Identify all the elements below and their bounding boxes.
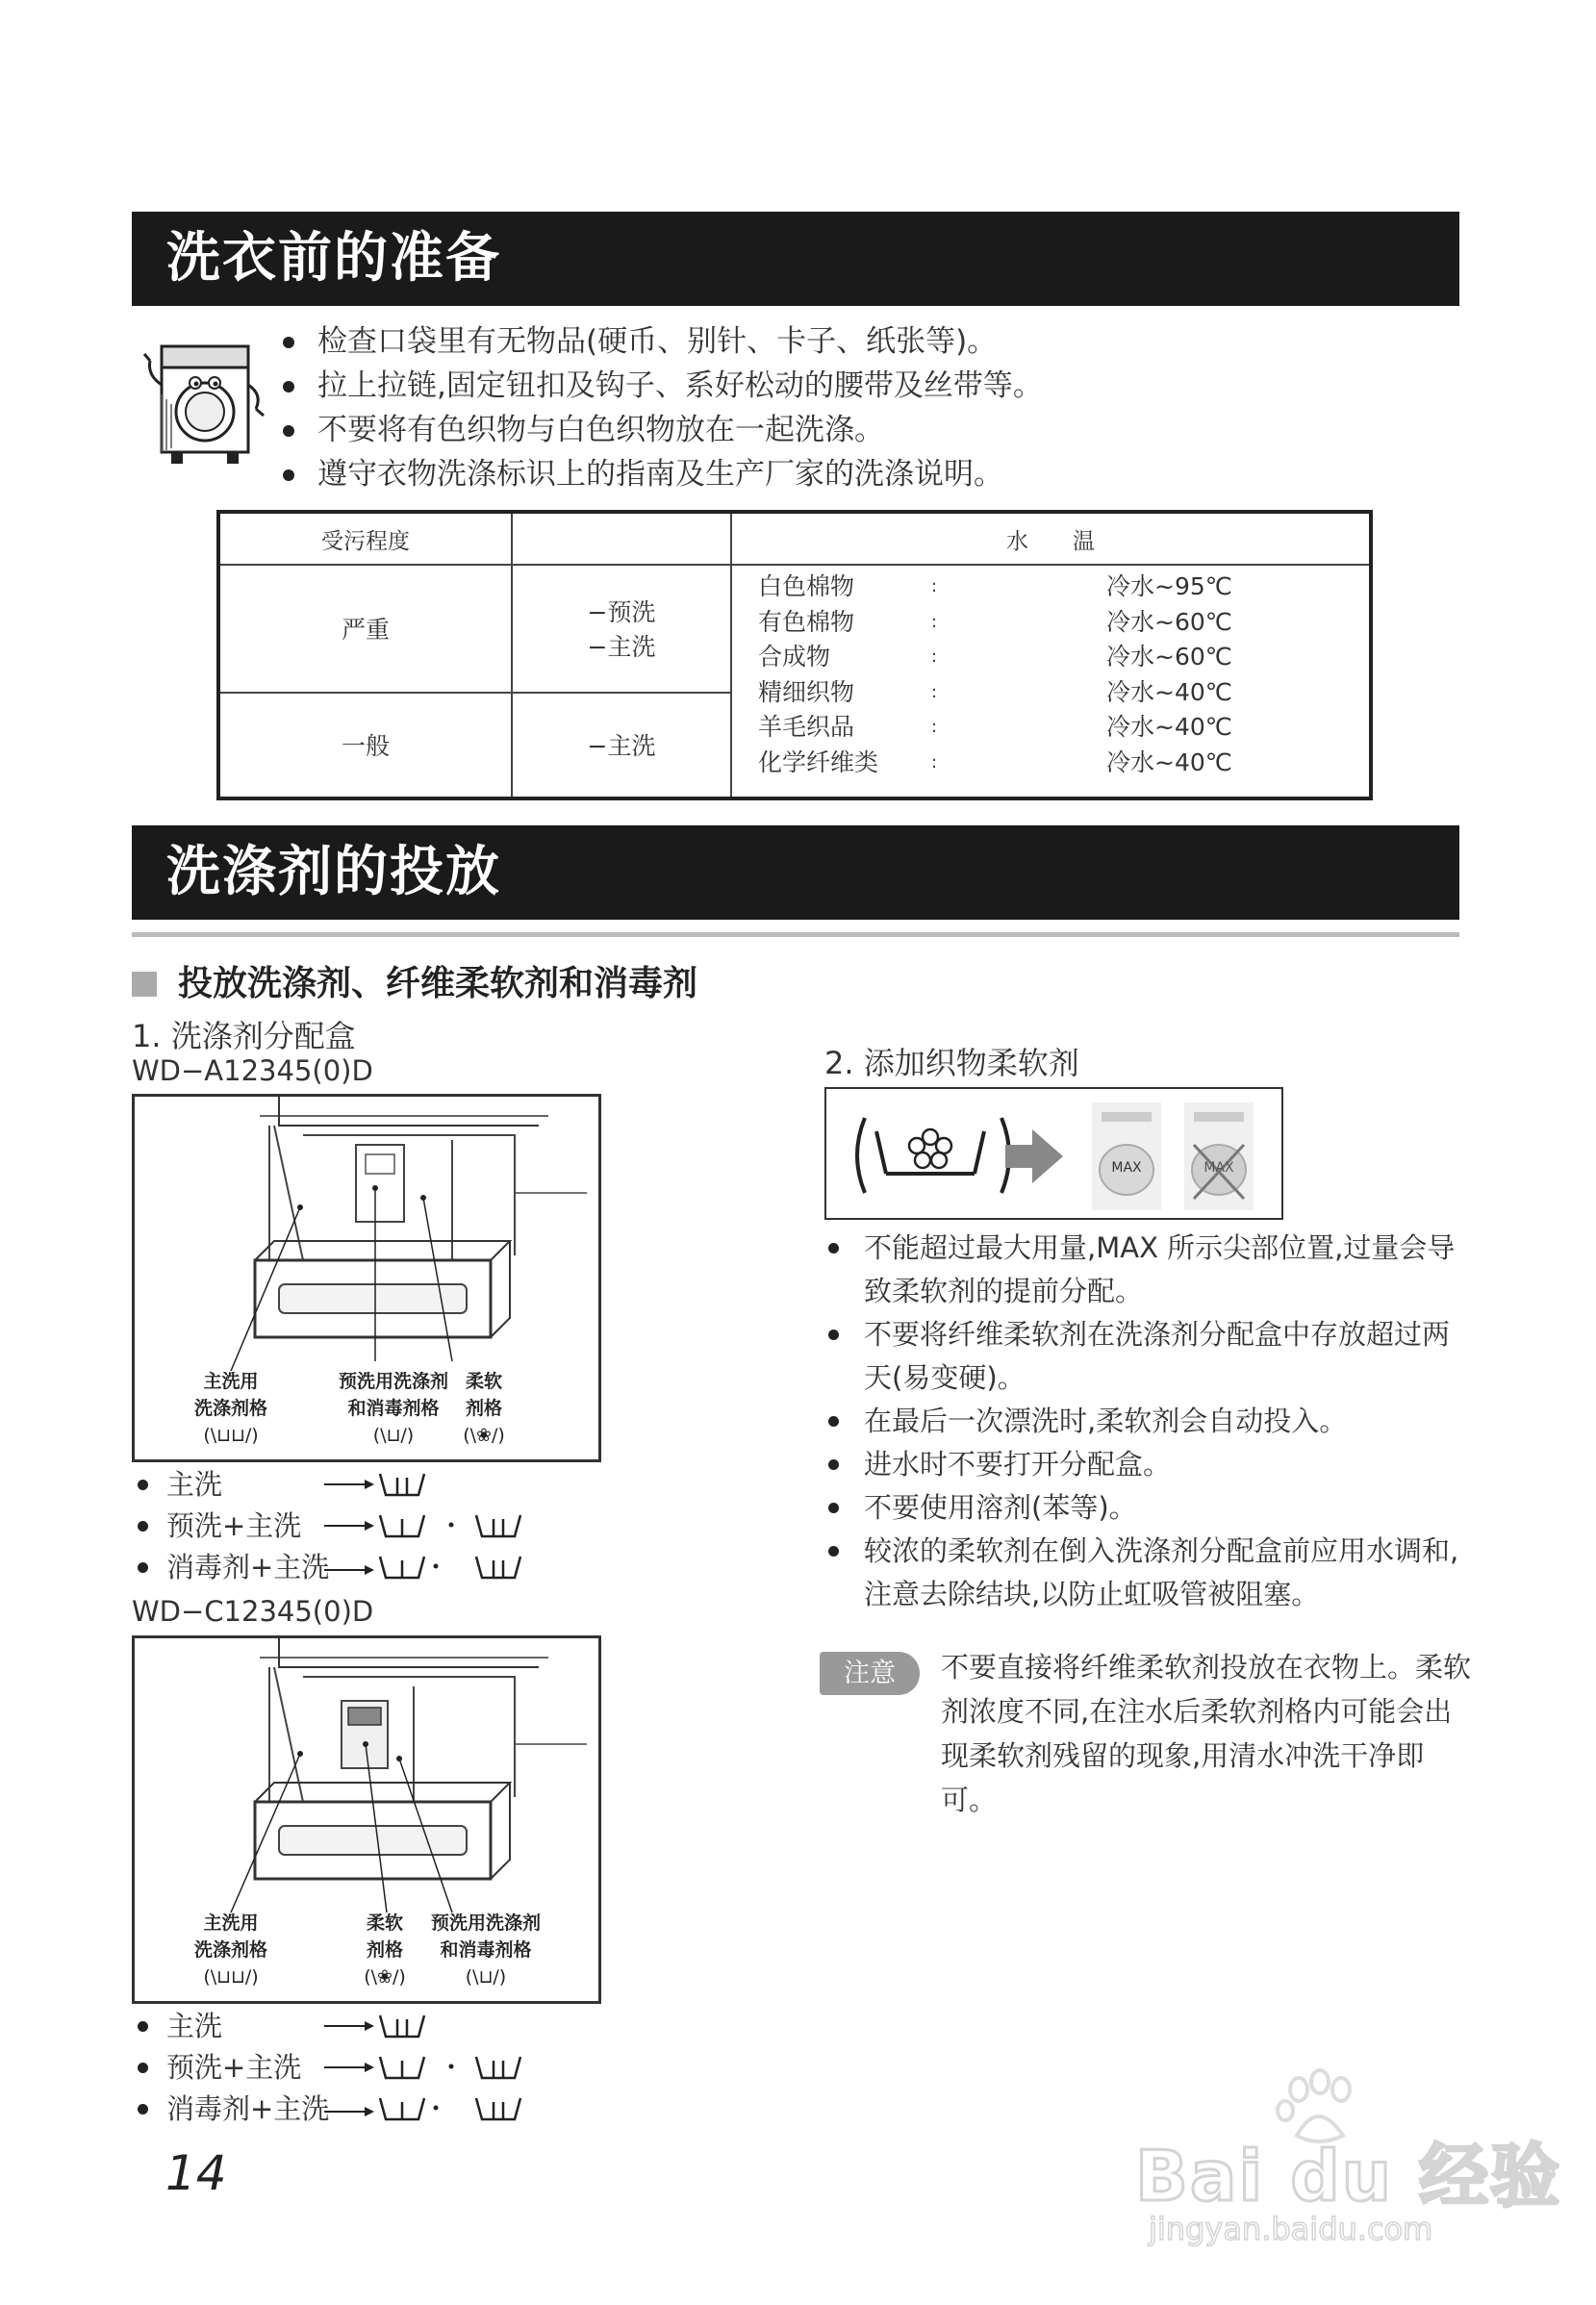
table-row [758, 640, 1258, 675]
watermark-url: jingyan.baidu.com [1149, 2211, 1433, 2247]
arrow-right-icon [1005, 1126, 1073, 1187]
list-item [132, 1464, 329, 1506]
list-item [132, 2089, 329, 2130]
label-symbol: (\⊔⊔/) [203, 1425, 259, 1446]
prep-bullet-list [279, 319, 1043, 496]
label-line: 和消毒剂格 [347, 1398, 440, 1419]
table-header-water-temp: 水 温 [731, 512, 1371, 565]
section-title-detergent: 洗涤剂的投放 [132, 825, 1459, 920]
table-row [758, 746, 1258, 781]
wash-mode-line: −主洗 [587, 633, 656, 662]
soil-level-normal: 一般 [218, 693, 512, 798]
note-badge: 注意 [820, 1652, 920, 1695]
fabric-sep: : [931, 611, 938, 632]
label-line: 洗涤剂格 [193, 1939, 267, 1961]
label-symbol: (\⊔/) [372, 1425, 415, 1446]
dispenser-title: 1. 洗涤剂分配盒 [132, 1018, 356, 1054]
sequence-label: 消毒剂+主洗 [166, 2092, 330, 2125]
prep-bullet: 检查口袋里有无物品(硬币、别针、卡子、纸张等)。 [279, 319, 1043, 364]
list-item: 在最后一次漂洗时,柔软剂会自动投入。 [823, 1400, 1467, 1443]
wash-mode-heavy [512, 565, 731, 692]
fabric-temp: 冷水~60℃ [1106, 643, 1232, 671]
list-item: 不要将纤维柔软剂在洗涤剂分配盒中存放超过两天(易变硬)。 [823, 1313, 1467, 1400]
max-mark-label: MAX [1111, 1160, 1142, 1176]
subheading-text: 投放洗涤剂、纤维柔软剂和消毒剂 [178, 964, 698, 1003]
fabric-name: 羊毛织品 [758, 713, 855, 741]
table-row [758, 710, 1258, 746]
fabric-sep: : [931, 576, 938, 596]
fabric-temp: 冷水~40℃ [1106, 677, 1232, 706]
watermark-brand: Bai du 经验 [1135, 2136, 1562, 2216]
sequence-label: 预洗+主洗 [166, 2051, 302, 2084]
fabric-temperature-list [758, 570, 1258, 780]
label-symbol: (\⊔⊔/) [203, 1966, 259, 1988]
list-item: 进水时不要打开分配盒。 [823, 1443, 1467, 1486]
fabric-temp: 冷水~60℃ [1106, 607, 1232, 636]
softener-max-illustration [824, 1087, 1283, 1220]
fabric-name: 有色棉物 [758, 607, 855, 636]
label-prewash-compartment [423, 1910, 548, 1990]
main-wash-compartment-icon [324, 2008, 497, 2044]
label-line: 洗涤剂格 [193, 1398, 267, 1419]
model-c-label: WD−C12345(0)D [132, 1595, 374, 1628]
softener-compartment-icon [848, 1114, 1021, 1197]
fabric-name: 精细织物 [758, 677, 855, 706]
prewash-main-compartment-icon [324, 2049, 545, 2086]
note-text: 不要直接将纤维柔软剂投放在衣物上。柔软剂浓度不同,在注水后柔软剂格内可能会出现柔软剂残留的现象,用清水冲洗干净即可。 [941, 1651, 1472, 1816]
fabric-sep: : [931, 717, 938, 737]
detergent-subheading [132, 956, 697, 1005]
label-line: 和消毒剂格 [440, 1939, 532, 1961]
soil-level-heavy: 严重 [218, 565, 512, 692]
wash-mode-line: −预洗 [587, 598, 656, 627]
prewash-main-compartment-icon [324, 1507, 545, 1544]
washing-machine-mascot-icon [142, 327, 267, 471]
label-line: 剂格 [465, 1398, 502, 1419]
label-line: 柔软 [366, 1912, 403, 1934]
label-symbol: (\❀/) [463, 1425, 505, 1446]
sequence-label: 主洗 [166, 1468, 223, 1501]
sequence-label: 预洗+主洗 [166, 1509, 302, 1542]
label-line: 柔软 [465, 1371, 502, 1392]
section-title-prep: 洗衣前的准备 [132, 212, 1459, 306]
dispenser-diagram-a [132, 1094, 601, 1462]
label-line: 预洗用洗涤剂 [338, 1371, 448, 1392]
list-item [132, 2006, 329, 2047]
prep-bullet: 遵守衣物洗涤标识上的指南及生产厂家的洗涤说明。 [279, 452, 1043, 496]
label-main-wash-compartment [164, 1910, 298, 1990]
label-softener-compartment [450, 1368, 518, 1449]
label-softener-compartment [351, 1910, 418, 1990]
label-line: 剂格 [366, 1939, 403, 1961]
softener-max-correct-icon [1092, 1102, 1161, 1210]
label-line: 主洗用 [203, 1371, 259, 1392]
sequence-label: 主洗 [166, 2010, 223, 2042]
list-item [132, 1506, 329, 1547]
table-row [758, 570, 1258, 605]
list-item: 较浓的柔软剂在倒入洗涤剂分配盒前应用水调和,注意去除结块,以防止虹吸管被阻塞。 [823, 1530, 1467, 1616]
square-bullet-icon [132, 972, 157, 997]
model-a-label: WD−A12345(0)D [132, 1054, 373, 1087]
fabric-temp: 冷水~40℃ [1106, 713, 1232, 741]
section-divider [132, 932, 1459, 937]
sequence-label: 消毒剂+主洗 [166, 1551, 330, 1583]
table-header-soil-level: 受污程度 [218, 512, 512, 565]
disinfectant-main-compartment-icon [324, 1549, 545, 1585]
wash-mode-normal: −主洗 [512, 693, 731, 798]
fabric-sep: : [931, 681, 938, 702]
softener-over-max-icon [1184, 1102, 1254, 1210]
list-item: 不要使用溶剂(苯等)。 [823, 1486, 1467, 1530]
dispenser-diagram-c [132, 1635, 601, 2004]
table-row [758, 605, 1258, 641]
label-line: 主洗用 [203, 1912, 259, 1934]
prep-bullet: 拉上拉链,固定钮扣及钩子、系好松动的腰带及丝带等。 [279, 364, 1043, 408]
list-item [132, 1547, 329, 1588]
label-prewash-compartment [337, 1368, 450, 1449]
list-item: 不能超过最大用量,MAX 所示尖部位置,过量会导致柔软剂的提前分配。 [823, 1227, 1467, 1313]
list-item [132, 2047, 329, 2089]
label-main-wash-compartment [164, 1368, 298, 1449]
softener-title: 2. 添加织物柔软剂 [824, 1045, 1079, 1081]
fabric-temp: 冷水~95℃ [1106, 572, 1232, 600]
dispenser-sequence-list-c [132, 2006, 329, 2130]
fabric-temp: 冷水~40℃ [1106, 747, 1232, 776]
page-number: 14 [165, 2145, 227, 2201]
fabric-sep: : [931, 646, 938, 667]
max-mark-label: MAX [1203, 1160, 1234, 1176]
label-line: 预洗用洗涤剂 [430, 1912, 541, 1934]
main-wash-compartment-icon [324, 1466, 497, 1503]
disinfectant-main-compartment-icon [324, 2090, 545, 2127]
softener-bullet-list [823, 1227, 1467, 1616]
fabric-name: 白色棉物 [758, 572, 855, 600]
prep-bullet: 不要将有色织物与白色织物放在一起洗涤。 [279, 408, 1043, 452]
dispenser-sequence-list-a [132, 1464, 329, 1588]
fabric-sep: : [931, 751, 938, 773]
fabric-name: 化学纤维类 [758, 747, 879, 776]
label-symbol: (\⊔/) [465, 1966, 507, 1988]
fabric-name: 合成物 [758, 643, 831, 671]
label-symbol: (\❀/) [364, 1966, 406, 1988]
table-row [758, 675, 1258, 711]
table-header-empty [512, 512, 731, 565]
